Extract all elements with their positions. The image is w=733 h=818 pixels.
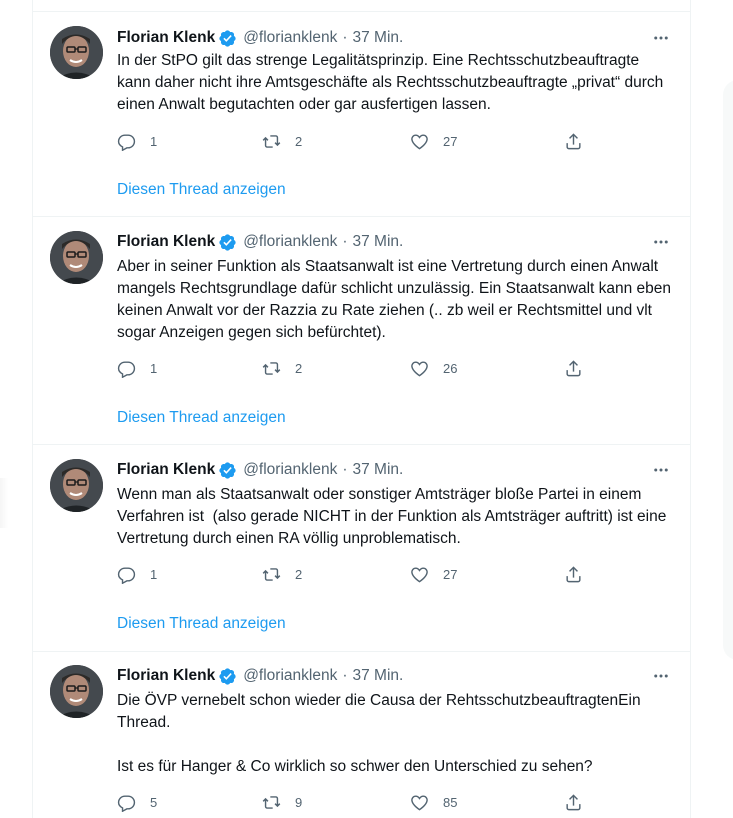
verified-badge-icon [218, 233, 237, 252]
verified-badge-icon [218, 667, 237, 686]
like-count: 27 [443, 566, 458, 582]
heart-icon [410, 565, 429, 584]
avatar[interactable] [50, 26, 103, 79]
reply-icon [117, 132, 136, 151]
retweet-button[interactable] [262, 357, 302, 379]
author-handle[interactable]: @florianklenk [243, 667, 338, 684]
reply-button[interactable] [117, 357, 157, 379]
tweet-actions [117, 130, 587, 152]
timestamp[interactable]: 37 Min. [352, 461, 404, 478]
separator: · [342, 233, 348, 250]
retweet-icon [262, 793, 281, 812]
share-button[interactable] [564, 130, 583, 152]
like-button[interactable] [410, 130, 457, 152]
reply-icon [117, 565, 136, 584]
timestamp[interactable]: 37 Min. [352, 29, 404, 46]
tweet-header [117, 232, 403, 252]
retweet-button[interactable] [262, 563, 302, 585]
tweet[interactable] [33, 12, 690, 217]
share-button[interactable] [564, 357, 583, 379]
verified-badge-icon [218, 29, 237, 48]
like-count: 27 [443, 133, 458, 149]
reply-button[interactable] [117, 791, 157, 813]
share-icon [564, 359, 583, 378]
tweet-header [117, 460, 403, 480]
share-button[interactable] [564, 791, 583, 813]
show-thread-link[interactable]: Diesen Thread anzeigen [117, 409, 286, 426]
like-button[interactable] [410, 357, 457, 379]
reply-count: 5 [150, 794, 158, 810]
more-options-icon[interactable] [651, 232, 671, 252]
show-thread-link[interactable]: Diesen Thread anzeigen [117, 615, 286, 632]
avatar[interactable] [50, 231, 103, 284]
reply-count: 1 [150, 133, 158, 149]
more-options-icon[interactable] [651, 666, 671, 686]
retweet-icon [262, 359, 281, 378]
reply-count: 1 [150, 360, 158, 376]
reply-icon [117, 359, 136, 378]
retweet-button[interactable] [262, 130, 302, 152]
avatar[interactable] [50, 665, 103, 718]
retweet-count: 2 [295, 133, 303, 149]
retweet-icon [262, 565, 281, 584]
author-handle[interactable]: @florianklenk [243, 233, 338, 250]
separator: · [342, 461, 348, 478]
tweet[interactable] [33, 653, 690, 818]
share-icon [564, 565, 583, 584]
like-button[interactable] [410, 563, 457, 585]
author-name[interactable]: Florian Klenk [117, 461, 216, 478]
share-icon [564, 132, 583, 151]
retweet-count: 9 [295, 794, 303, 810]
tweet-actions [117, 563, 587, 585]
tweet-text: In der StPO gilt das strenge Legalitätsprinzip. Eine Rechtsschutzbeauftragte kann daher nicht ihre Amtsgeschäfte als Rechtsschutzbeauftragte „privat“ durch einen Anwalt begutachten oder gar ausfertigen lassen. [117, 52, 668, 113]
retweet-button[interactable] [262, 791, 302, 813]
author-name[interactable]: Florian Klenk [117, 233, 216, 250]
share-button[interactable] [564, 563, 583, 585]
timestamp[interactable]: 37 Min. [352, 667, 404, 684]
tweet-header [117, 28, 403, 48]
avatar[interactable] [50, 459, 103, 512]
heart-icon [410, 359, 429, 378]
heart-icon [410, 793, 429, 812]
author-name[interactable]: Florian Klenk [117, 29, 216, 46]
more-options-icon[interactable] [651, 460, 671, 480]
tweet[interactable] [33, 218, 690, 445]
tweet-actions [117, 791, 587, 813]
separator: · [342, 667, 348, 684]
heart-icon [410, 132, 429, 151]
timeline [32, 0, 691, 818]
share-icon [564, 793, 583, 812]
tweet[interactable] [33, 446, 690, 652]
tweet-text: Die ÖVP vernebelt schon wieder die Causa der RehtsschutzbeauftragtenEin Thread. Ist es für Hanger & Co wirklich so schwer den Unterschied zu sehen? [117, 692, 641, 775]
show-thread-link[interactable]: Diesen Thread anzeigen [117, 181, 286, 198]
retweet-count: 2 [295, 360, 303, 376]
author-handle[interactable]: @florianklenk [243, 29, 338, 46]
retweet-icon [262, 132, 281, 151]
retweet-count: 2 [295, 566, 303, 582]
tweet-header [117, 666, 403, 686]
reply-button[interactable] [117, 563, 157, 585]
like-count: 85 [443, 794, 458, 810]
author-name[interactable]: Florian Klenk [117, 667, 216, 684]
reply-button[interactable] [117, 130, 157, 152]
timestamp[interactable]: 37 Min. [352, 233, 404, 250]
tweet-actions [117, 357, 587, 379]
sidebar-card [723, 80, 733, 660]
reply-icon [117, 793, 136, 812]
verified-badge-icon [218, 461, 237, 480]
separator: · [342, 29, 348, 46]
like-count: 26 [443, 360, 458, 376]
like-button[interactable] [410, 791, 457, 813]
more-options-icon[interactable] [651, 28, 671, 48]
reply-count: 1 [150, 566, 158, 582]
tweet-text: Aber in seiner Funktion als Staatsanwalt ist eine Vertretung durch einen Anwalt mangels Rechtsgrundlage dafür schlicht unzulässig. Ein Staatsanwalt kann eben keinen Anwalt vor der Razzia zu Rate ziehen (.. zb weil er Rechtsmittel und vlt sogar Anzeigen gegen sich befürchtet). [117, 258, 676, 341]
tweet-text: Wenn man als Staatsanwalt oder sonstiger Amtsträger bloße Partei in einem Verfahren ist (also gerade NICHT in der Funktion als Amtsträger auftritt) ist eine Vertretung durch einen RA völlig unproblematisch. [117, 486, 671, 547]
left-edge-shadow [0, 478, 8, 528]
author-handle[interactable]: @florianklenk [243, 461, 338, 478]
